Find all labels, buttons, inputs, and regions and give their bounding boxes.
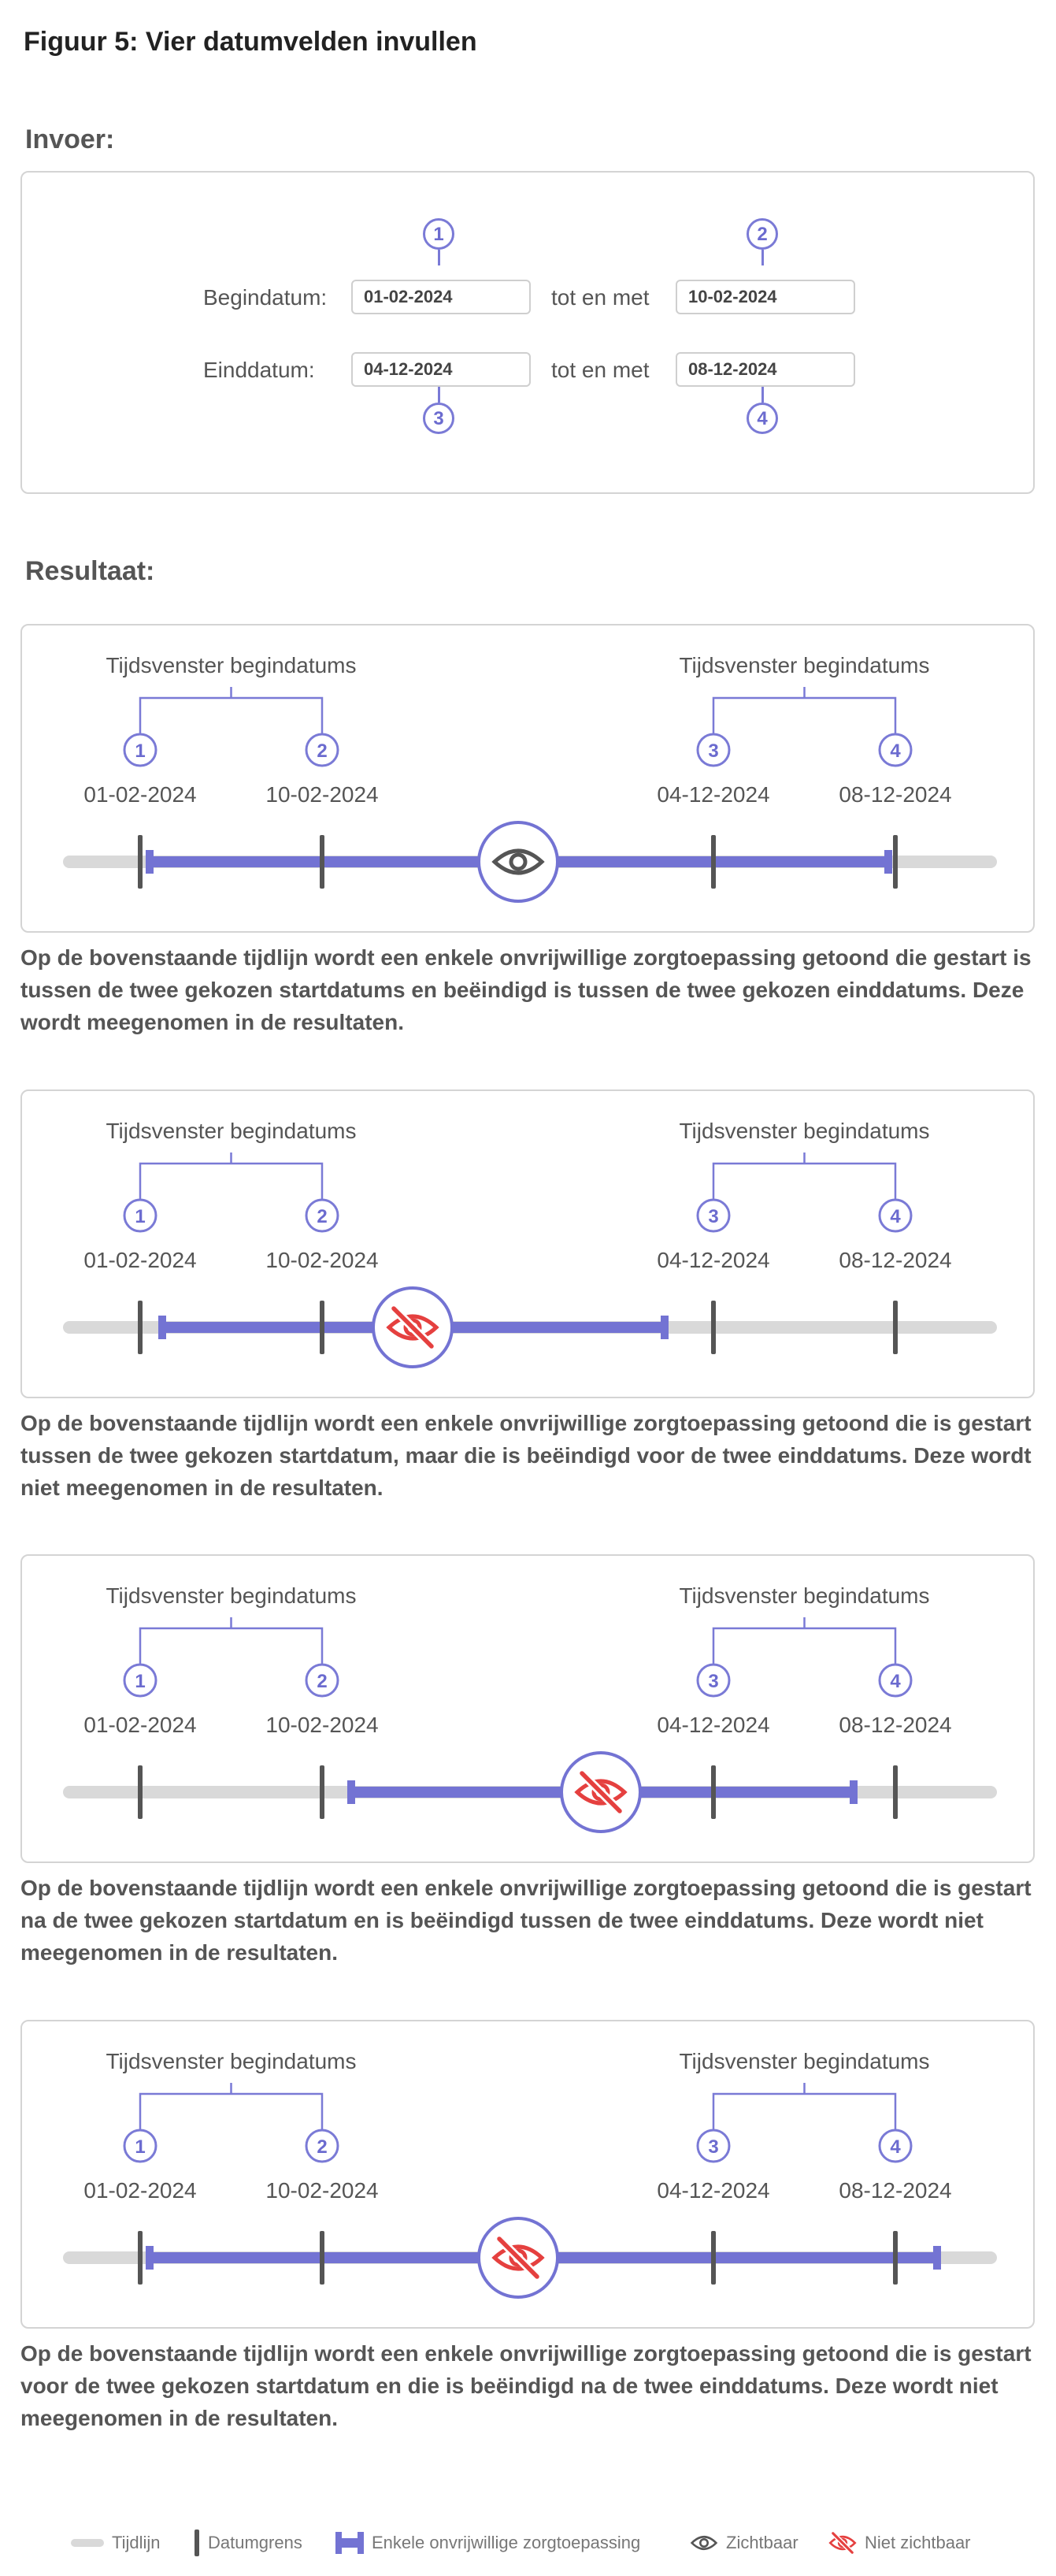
input-badge-stem bbox=[761, 387, 764, 403]
bracket-label: Tijdsvenster begindatums bbox=[679, 2049, 930, 2073]
input-badge-2: 2 bbox=[747, 218, 778, 250]
timeline-badge-number: 1 bbox=[135, 1206, 146, 1227]
timeline-badge-number: 3 bbox=[708, 741, 719, 762]
einddatum-label: Einddatum: bbox=[203, 358, 315, 382]
date-label: 04-12-2024 bbox=[657, 2178, 770, 2203]
tot-en-met-label: tot en met bbox=[551, 358, 650, 382]
input-badge-3: 3 bbox=[423, 403, 454, 434]
date-boundary bbox=[893, 2231, 898, 2285]
date-label: 10-02-2024 bbox=[265, 1248, 379, 1272]
date-boundary-icon bbox=[194, 2530, 200, 2556]
timeline-badge-number: 3 bbox=[708, 1206, 719, 1227]
date-label: 01-02-2024 bbox=[83, 1248, 197, 1272]
bracket bbox=[713, 687, 895, 744]
date-boundary bbox=[320, 2231, 324, 2285]
timeline-card-3 bbox=[20, 1554, 1035, 1863]
date-boundary bbox=[711, 2231, 716, 2285]
timeline-badge-number: 1 bbox=[135, 1671, 146, 1692]
input-badge-4: 4 bbox=[747, 403, 778, 434]
date-boundary bbox=[711, 1301, 716, 1354]
date-boundary bbox=[711, 835, 716, 889]
care-application-start-cap bbox=[158, 1316, 166, 1339]
input-badge-stem bbox=[438, 250, 440, 265]
timeline-track-icon bbox=[71, 2537, 104, 2549]
care-application-start-cap bbox=[146, 850, 154, 874]
bracket-label: Tijdsvenster begindatums bbox=[679, 1583, 930, 1608]
date-boundary bbox=[893, 1301, 898, 1354]
date-label: 08-12-2024 bbox=[839, 1713, 952, 1737]
date-boundary bbox=[138, 2231, 143, 2285]
timeline-badge-number: 2 bbox=[317, 1671, 328, 1692]
date-boundary bbox=[320, 835, 324, 889]
timeline-1 bbox=[22, 625, 1036, 934]
date-boundary bbox=[893, 835, 898, 889]
date-label: 08-12-2024 bbox=[839, 1248, 952, 1272]
input-badge-stem bbox=[761, 250, 764, 265]
timeline-description-2: Op de bovenstaande tijdlijn wordt een enkele onvrijwillige zorgtoepassing getoond die is gestart tussen de twee gekozen startdatum, maar die is beëindigd voor de twee einddatums. Deze wordt niet meegenomen in de resultaten. bbox=[20, 1411, 1032, 1500]
timeline-4 bbox=[22, 2021, 1036, 2330]
date-label: 01-02-2024 bbox=[83, 2178, 197, 2203]
care-application-start-cap bbox=[347, 1780, 355, 1804]
timeline-badge-number: 1 bbox=[135, 741, 146, 762]
care-application-end-cap bbox=[850, 1780, 858, 1804]
timeline-badge-number: 2 bbox=[317, 741, 328, 762]
figure-title: Figuur 5: Vier datumvelden invullen bbox=[24, 27, 477, 57]
timeline-card-1 bbox=[20, 624, 1035, 933]
timeline-badge-number: 4 bbox=[890, 1206, 901, 1227]
timeline-badge-number: 3 bbox=[708, 1671, 719, 1692]
bracket-label: Tijdsvenster begindatums bbox=[106, 1119, 357, 1143]
date-boundary bbox=[320, 1765, 324, 1819]
legend-zorgtoepassing bbox=[335, 2527, 640, 2559]
timeline-description-3: Op de bovenstaande tijdlijn wordt een enkele onvrijwillige zorgtoepassing getoond die is gestart na de twee gekozen startdatum en is beëindigd tussen de twee einddatums. Deze wordt niet meegenomen in de resultaten. bbox=[20, 1876, 1032, 1965]
bracket-label: Tijdsvenster begindatums bbox=[679, 1119, 930, 1143]
date-label: 08-12-2024 bbox=[839, 2178, 952, 2203]
timeline-badge-number: 4 bbox=[890, 741, 901, 762]
bracket-label: Tijdsvenster begindatums bbox=[679, 653, 930, 677]
begindatum-label: Begindatum: bbox=[203, 285, 328, 310]
care-application-start-cap bbox=[146, 2246, 154, 2270]
legend-tijdlijn-label: Tijdlijn bbox=[112, 2533, 161, 2552]
date-boundary bbox=[893, 1765, 898, 1819]
bracket bbox=[713, 1617, 895, 1674]
date-label: 10-02-2024 bbox=[265, 1713, 379, 1737]
timeline-badge-number: 2 bbox=[317, 2136, 328, 2158]
einddatum-from-field[interactable]: 04-12-2024 bbox=[351, 352, 531, 387]
tot-en-met-label: tot en met bbox=[551, 285, 650, 310]
date-label: 04-12-2024 bbox=[657, 782, 770, 807]
begindatum-from-field[interactable]: 01-02-2024 bbox=[351, 280, 531, 314]
date-boundary bbox=[138, 835, 143, 889]
timeline-card-2 bbox=[20, 1089, 1035, 1398]
timeline-card-4 bbox=[20, 2020, 1035, 2329]
bracket bbox=[713, 2083, 895, 2140]
legend-niet-zichtbaar bbox=[828, 2527, 971, 2559]
timeline-badge-number: 3 bbox=[708, 2136, 719, 2158]
date-label: 01-02-2024 bbox=[83, 1713, 197, 1737]
timeline-badge-number: 1 bbox=[135, 2136, 146, 2158]
legend-niet-zichtbaar-label: Niet zichtbaar bbox=[865, 2533, 971, 2552]
bracket bbox=[140, 1617, 322, 1674]
bracket bbox=[140, 1153, 322, 1209]
bracket-label: Tijdsvenster begindatums bbox=[106, 1583, 357, 1608]
input-card bbox=[20, 171, 1035, 494]
legend-zichtbaar bbox=[690, 2527, 798, 2559]
bracket bbox=[713, 1153, 895, 1209]
care-application-end-cap bbox=[933, 2246, 941, 2270]
timeline-badge-number: 4 bbox=[890, 1671, 901, 1692]
timeline-description-1: Op de bovenstaande tijdlijn wordt een enkele onvrijwillige zorgtoepassing getoond die gestart is tussen de twee gekozen startdatums en beëindigd is tussen de twee gekozen einddatums. Deze wordt meegenomen in de resultaten. bbox=[20, 945, 1032, 1034]
legend-zichtbaar-label: Zichtbaar bbox=[726, 2533, 798, 2552]
legend-zorgtoepassing-label: Enkele onvrijwillige zorgtoepassing bbox=[372, 2533, 641, 2552]
date-label: 08-12-2024 bbox=[839, 782, 952, 807]
bracket-label: Tijdsvenster begindatums bbox=[106, 2049, 357, 2073]
input-badge-1: 1 bbox=[423, 218, 454, 250]
date-boundary bbox=[138, 1301, 143, 1354]
care-application-end-cap bbox=[661, 1316, 669, 1339]
invoer-heading: Invoer: bbox=[25, 124, 115, 154]
bracket bbox=[140, 687, 322, 744]
timeline-badge-number: 2 bbox=[317, 1206, 328, 1227]
date-label: 01-02-2024 bbox=[83, 782, 197, 807]
date-boundary bbox=[138, 1765, 143, 1819]
date-label: 04-12-2024 bbox=[657, 1713, 770, 1737]
legend-datumgrens-label: Datumgrens bbox=[208, 2533, 302, 2552]
date-label: 04-12-2024 bbox=[657, 1248, 770, 1272]
timeline-badge-number: 4 bbox=[890, 2136, 901, 2158]
date-label: 10-02-2024 bbox=[265, 2178, 379, 2203]
timeline-description-4: Op de bovenstaande tijdlijn wordt een enkele onvrijwillige zorgtoepassing getoond die is gestart voor de twee gekozen startdatum en die is beëindigd na de twee einddatums. Deze wordt niet meegenomen in de resultaten. bbox=[20, 2341, 1032, 2430]
timeline-3 bbox=[22, 1556, 1036, 1865]
date-boundary bbox=[711, 1765, 716, 1819]
einddatum-to-field[interactable]: 08-12-2024 bbox=[676, 352, 855, 387]
input-badge-stem bbox=[438, 387, 440, 403]
bracket-label: Tijdsvenster begindatums bbox=[106, 653, 357, 677]
date-label: 10-02-2024 bbox=[265, 782, 379, 807]
legend bbox=[0, 2527, 1056, 2559]
begindatum-to-field[interactable]: 10-02-2024 bbox=[676, 280, 855, 314]
date-boundary bbox=[320, 1301, 324, 1354]
eye-icon bbox=[690, 2533, 718, 2552]
resultaat-heading: Resultaat: bbox=[25, 556, 155, 586]
timeline-2 bbox=[22, 1091, 1036, 1400]
legend-datumgrens bbox=[194, 2527, 302, 2559]
status-icon-ring bbox=[479, 822, 558, 901]
bracket bbox=[140, 2083, 322, 2140]
care-application-end-cap bbox=[884, 850, 892, 874]
eye-off-icon bbox=[828, 2532, 857, 2554]
care-application-bar-icon bbox=[335, 2530, 364, 2556]
legend-tijdlijn bbox=[71, 2527, 161, 2559]
